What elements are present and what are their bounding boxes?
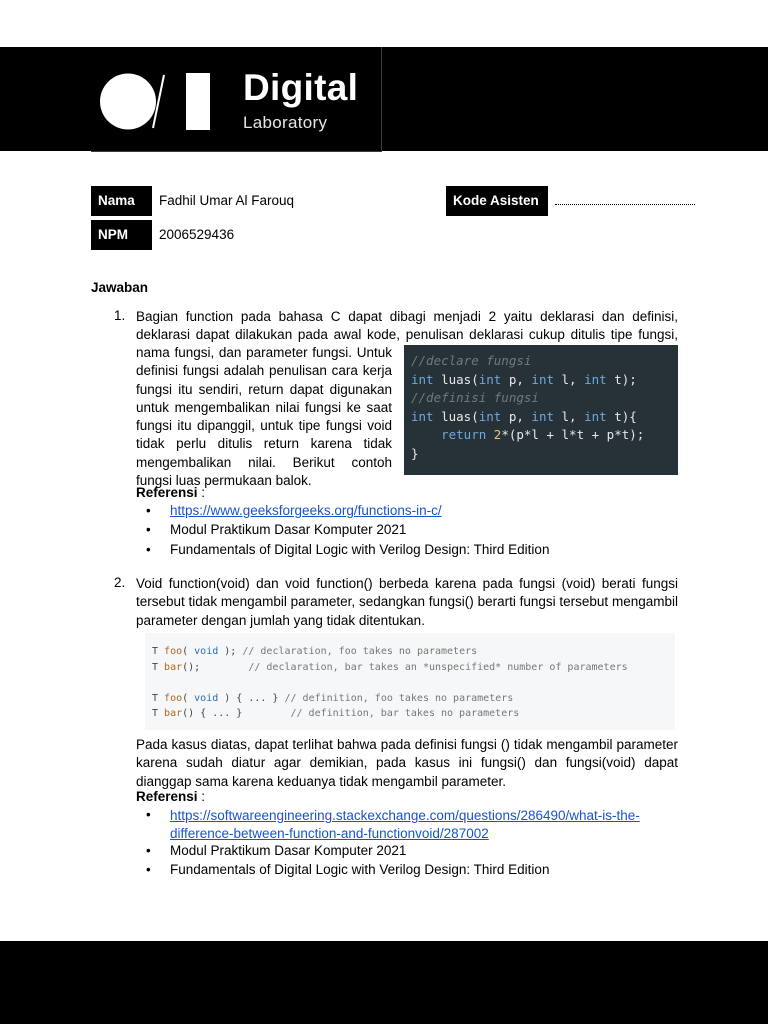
logo-subtitle: Laboratory [243, 113, 328, 132]
reference-text: Modul Praktikum Dasar Komputer 2021 [170, 843, 407, 858]
q1-text-line1: Bagian function pada bahasa C dapat dibagi menjadi 2 yaitu deklarasi dan definisi, [136, 309, 678, 324]
bullet-icon: • [146, 862, 151, 877]
digital-lab-logo-icon [100, 73, 212, 130]
section-title: Jawaban [91, 280, 149, 295]
code-line-return: return 2*(p*l + l*t + p*t); [441, 427, 645, 442]
q1-ref-title: Referensi : [136, 485, 206, 500]
kode-asisten-label: Kode Asisten [446, 186, 548, 216]
code-blank-line [152, 675, 675, 691]
q2-number: 2. [114, 575, 126, 590]
reference-text: Modul Praktikum Dasar Komputer 2021 [170, 522, 407, 537]
code-comment: //declare fungsi [411, 353, 532, 368]
q2-text: Void function(void) dan void function() berbeda karena pada fungsi (void) berati fungsi tersebut tidak mengambil parameter, sedangkan fungsi() berarti fungsi tersebut mengambil parameter dengan jumlah yang tidak ditentukan. [136, 576, 678, 628]
name-value: Fadhil Umar Al Farouq [159, 193, 295, 208]
footer-band [0, 941, 768, 1024]
q1-number: 1. [114, 308, 126, 323]
code-line-close: } [411, 445, 419, 461]
npm-label: NPM [91, 220, 152, 250]
reference-link[interactable]: https://www.geeksforgeeks.org/functions-in-c/ [170, 503, 442, 518]
code-line: T foo( void ) { ... } // definition, foo takes no parameters [152, 692, 514, 704]
q1-text-wrap: nama fungsi, dan parameter fungsi. Untuk definisi fungsi adalah penulisan cara kerja fungsi itu sendiri, return dapat digunakan untuk mengembalikan nilai fungsi ke saat fungsi itu dipanggil, untuk tipe fungsi void tidak perlu ditulis return karena tidak mengembalikan nilai. Berikut contoh fungsi luas permukaan balok. [136, 345, 392, 489]
reference-link[interactable]: https://softwareengineering.stackexchange.com/questions/286490/what-is-the- difference-between-function-and-functionvoid/287002 [170, 808, 640, 841]
bullet-icon: • [146, 522, 151, 537]
bullet-icon: • [146, 503, 151, 518]
q1-code-block [404, 345, 678, 475]
code-line: T bar(); // declaration, bar takes an *unspecified* number of parameters [152, 661, 628, 673]
q1-text-line2: deklarasi dapat dilakukan pada awal kode, penulisan deklarasi cukup ditulis tipe fungsi, [136, 327, 678, 342]
bullet-icon: • [146, 807, 151, 822]
kode-asisten-field[interactable] [555, 190, 695, 205]
code-line-define: int luas(int p, int l, int t){ [411, 408, 637, 424]
name-label: Nama [91, 186, 152, 216]
code-line-declare: int luas(int p, int l, int t); [411, 371, 637, 387]
reference-text: Fundamentals of Digital Logic with Verilog Design: Third Edition [170, 542, 550, 557]
reference-text: Fundamentals of Digital Logic with Verilog Design: Third Edition [170, 862, 550, 877]
bullet-icon: • [146, 843, 151, 858]
logo-title: Digital [243, 67, 359, 108]
code-comment: //definisi fungsi [411, 390, 539, 405]
code-line: T foo( void ); // declaration, foo takes no parameters [152, 646, 478, 657]
q2-ref-title: Referensi : [136, 789, 206, 804]
code-line: T bar() { ... } // definition, bar takes no parameters [152, 708, 520, 719]
q2-code-block [145, 633, 675, 730]
bullet-icon: • [146, 542, 151, 557]
npm-value: 2006529436 [159, 227, 235, 242]
q2-text2: Pada kasus diatas, dapat terlihat bahwa pada definisi fungsi () tidak mengambil parameter karena sudah diatur agar demikian, pada kasus ini fungsi() dan fungsi(void) dapat dianggap sama karena keduanya tidak mengambil parameter. [136, 737, 678, 789]
